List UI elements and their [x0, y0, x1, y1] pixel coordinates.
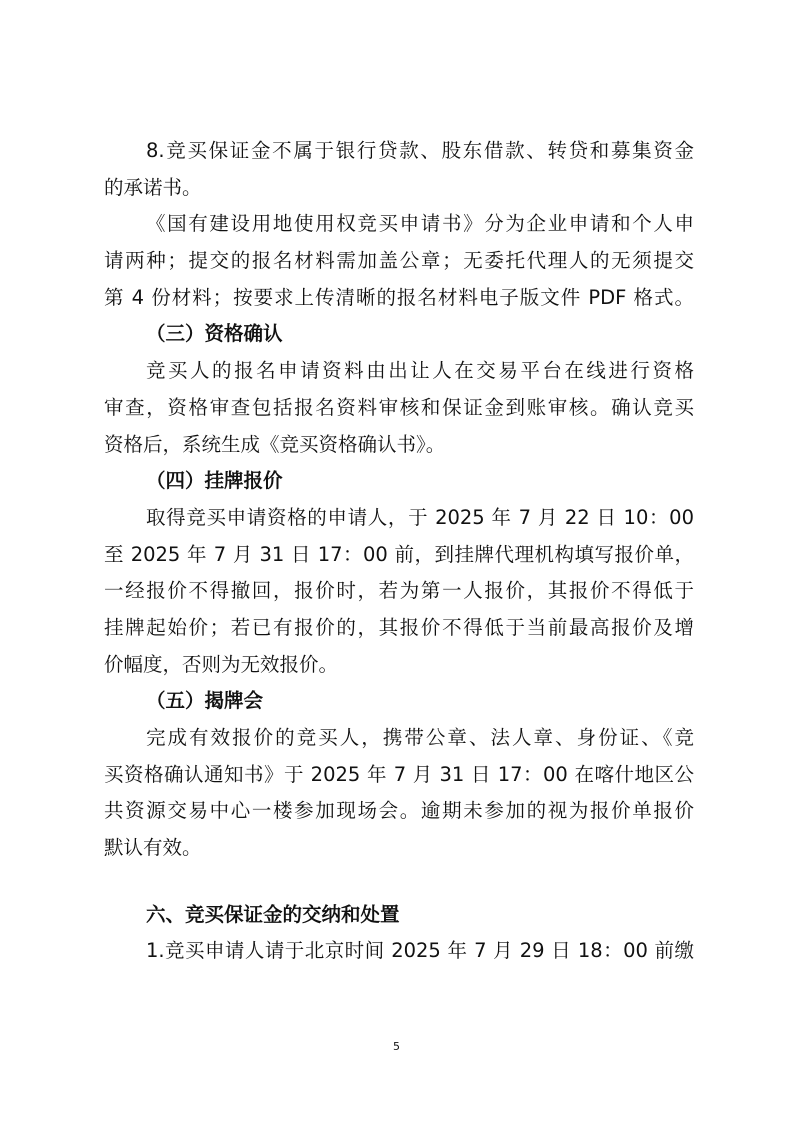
text-line: 一经报价不得撤回，报价时，若为第一人报价，其报价不得低于	[104, 579, 694, 603]
page-body	[104, 133, 694, 970]
text-line: 竞买人的报名申请资料由出让人在交易平台在线进行资格	[146, 359, 694, 383]
paragraph-quotation	[104, 500, 694, 683]
spacer	[104, 867, 694, 897]
text-line: 第 4 份材料；按要求上传清晰的报名材料电子版文件 PDF 格式。	[104, 285, 694, 309]
text-line: 共资源交易中心一楼参加现场会。逾期未参加的视为报价单报价	[104, 799, 694, 823]
text-line: 请两种；提交的报名材料需加盖公章；无委托代理人的无须提交	[104, 249, 694, 273]
section-heading-deposit: 六、竞买保证金的交纳和处置	[146, 902, 400, 926]
text-line: 8.竞买保证金不属于银行贷款、股东借款、转贷和募集资金	[146, 139, 694, 162]
section-heading-qualification: （三）资格确认	[146, 322, 283, 346]
section-heading-quotation: （四）挂牌报价	[146, 469, 283, 493]
text-line: 审查，资格审查包括报名资料审核和保证金到账审核。确认竞买	[104, 395, 694, 419]
paragraph-qualification	[104, 353, 694, 463]
text-line: 至 2025 年 7 月 31 日 17：00 前，到挂牌代理机构填写报价单，	[104, 542, 694, 566]
text-line: 挂牌起始价；若已有报价的，其报价不得低于当前最高报价及增	[104, 615, 694, 639]
page-number: 5	[393, 1040, 400, 1053]
text-line: 买资格确认通知书》于 2025 年 7 月 31 日 17：00 在喀什地区公	[104, 762, 694, 786]
text-line: 默认有效。	[104, 836, 202, 860]
paragraph-deposit	[104, 933, 694, 970]
text-line: 的承诺书。	[104, 175, 202, 199]
text-line: 1.竞买申请人请于北京时间 2025 年 7 月 29 日 18：00 前缴	[146, 939, 694, 963]
text-line: 资格后，系统生成《竞买资格确认书》。	[104, 432, 446, 456]
text-line: 完成有效报价的竞买人，携带公章、法人章、身份证、《竞	[146, 726, 694, 749]
text-line: 取得竞买申请资格的申请人，于 2025 年 7 月 22 日 10：00	[146, 505, 694, 529]
section-heading-meeting: （五）揭牌会	[146, 689, 264, 713]
text-line: 《国有建设用地使用权竞买申请书》分为企业申请和个人申	[146, 212, 694, 236]
paragraph-meeting	[104, 720, 694, 867]
paragraph-item-8	[104, 133, 694, 206]
text-line: 价幅度，否则为无效报价。	[104, 652, 339, 676]
paragraph-application-form	[104, 206, 694, 316]
